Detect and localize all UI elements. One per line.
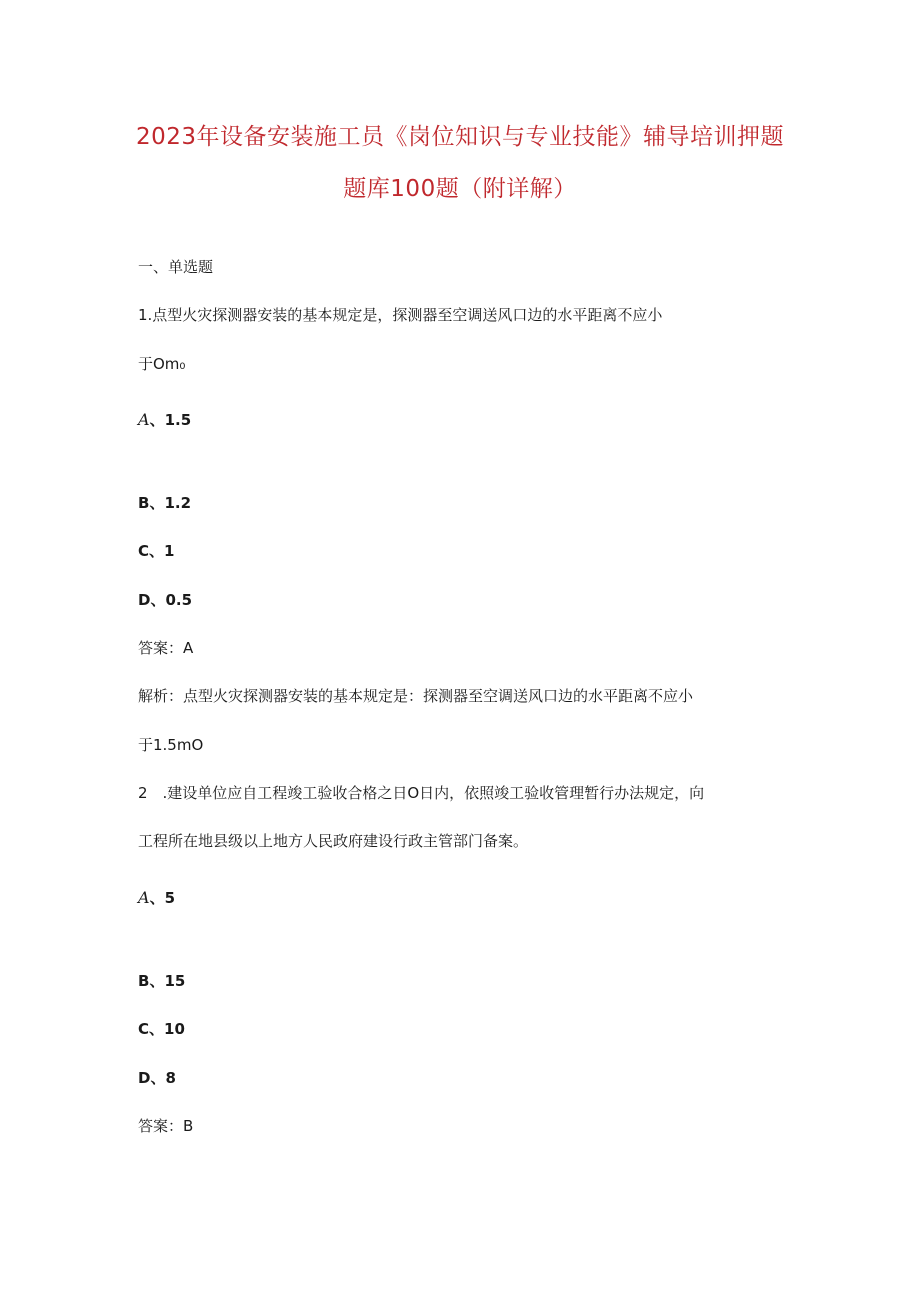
question-1-explanation-line-2: 于1.5mO: [138, 736, 204, 754]
option-separator: 、: [149, 494, 165, 512]
question-2-stem-line-1: 2 .建设单位应自工程竣工验收合格之日O日内，依照竣工验收管理暂行办法规定，向: [138, 784, 705, 802]
question-2-option-d: [138, 1067, 176, 1088]
question-1-stem-line-1: 1.点型火灾探测器安装的基本规定是，探测器至空调送风口边的水平距离不应小: [138, 306, 663, 324]
question-2-option-c: [138, 1018, 185, 1039]
option-letter: A: [138, 888, 150, 907]
document-title-line-1: 2023年设备安装施工员《岗位知识与专业技能》辅导培训押题: [135, 124, 785, 150]
option-letter: C: [138, 1020, 150, 1038]
question-1-answer: 答案：A: [138, 639, 194, 657]
option-letter: D: [138, 1069, 151, 1087]
section-heading: 一、单选题: [138, 258, 214, 276]
option-letter: D: [138, 591, 151, 609]
question-2-option-b: [138, 970, 185, 991]
question-1-option-d: [138, 589, 192, 610]
option-letter: B: [138, 972, 150, 990]
question-1-option-b: [138, 492, 191, 513]
option-letter: C: [138, 542, 150, 560]
option-value: 1.5: [164, 411, 192, 429]
question-2-stem-line-2: 工程所在地县级以上地方人民政府建设行政主管部门备案。: [138, 832, 529, 850]
option-separator: 、: [150, 591, 166, 609]
question-1-option-c: [138, 540, 174, 561]
option-value: 1.2: [164, 494, 192, 512]
option-separator: 、: [149, 542, 165, 560]
option-separator: 、: [149, 889, 165, 907]
option-letter: B: [138, 494, 150, 512]
question-2-option-a: [138, 887, 175, 908]
option-separator: 、: [150, 1069, 166, 1087]
option-separator: 、: [149, 972, 165, 990]
option-value: 10: [164, 1020, 185, 1038]
option-separator: 、: [149, 1020, 165, 1038]
option-value: 5: [164, 889, 176, 907]
question-1-stem-line-2: 于Om₀: [138, 355, 186, 373]
option-letter: A: [138, 410, 150, 429]
question-1-option-a: [138, 409, 191, 430]
option-separator: 、: [149, 411, 165, 429]
option-value: 8: [165, 1069, 176, 1087]
document-title-line-2: 题库100题（附详解）: [343, 176, 577, 202]
option-value: 15: [164, 972, 186, 990]
option-value: 1: [164, 542, 175, 560]
question-1-explanation-line-1: 解析：点型火灾探测器安装的基本规定是：探测器至空调送风口边的水平距离不应小: [138, 687, 694, 705]
option-value: 0.5: [165, 591, 193, 609]
question-2-answer: 答案：B: [138, 1117, 194, 1135]
